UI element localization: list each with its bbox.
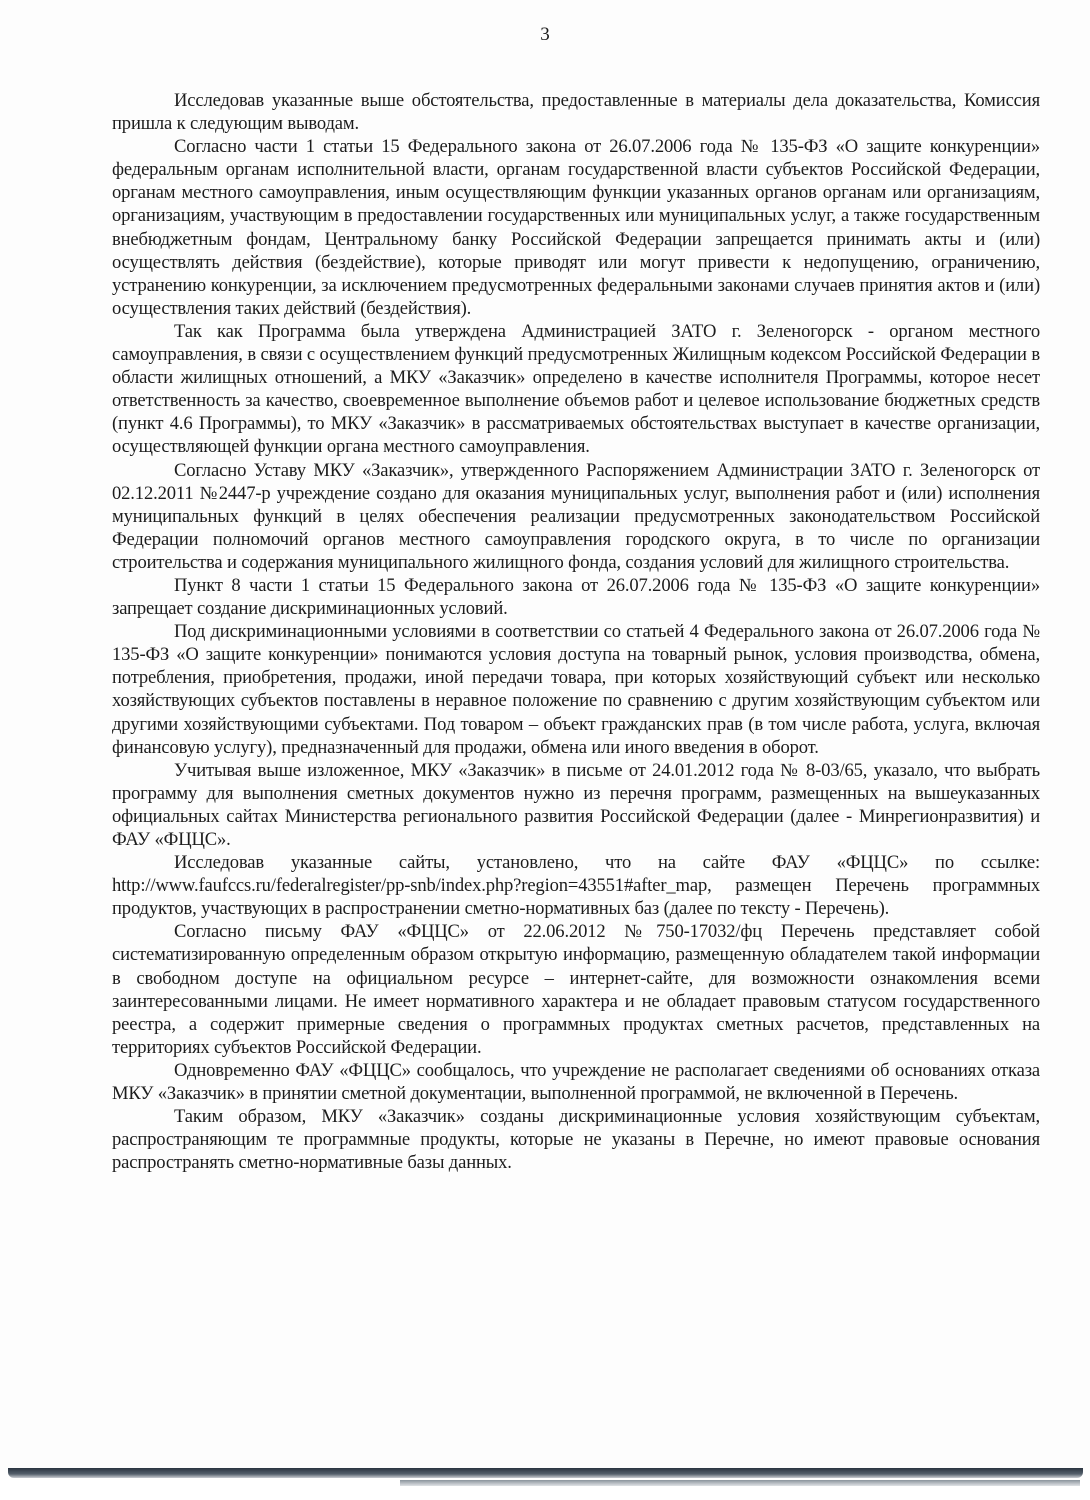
- paragraph: Исследовав указанные выше обстоятельства, предоставленные в материалы дела доказательства, Комиссия пришла к следующим выводам.: [112, 90, 1040, 135]
- paragraph: Пункт 8 части 1 статьи 15 Федерального закона от 26.07.2006 года № 135-ФЗ «О защите конкуренции» запрещает создание дискриминационных условий.: [112, 574, 1040, 620]
- paragraph: Так как Программа была утверждена Администрацией ЗАТО г. Зеленогорск - органом местного самоуправления, в связи с осуществлением функций предусмотренных Жилищным кодексом Российской Федерации в области жилищных отношений, а МКУ «Заказчик» определено в качестве исполнителя Программы, которое несет ответственность за качество, своевременное выполнение объемов работ и целевое использование бюджетных средств (пункт 4.6 Программы), то МКУ «Заказчик» в рассматриваемых обстоятельствах выступает в качестве организации, осуществляющей функции органа местного самоуправления.: [112, 320, 1040, 458]
- paragraph: Согласно Уставу МКУ «Заказчик», утвержденного Распоряжением Администрации ЗАТО г. Зеленогорск от 02.12.2011 №2447-р учреждение создано для оказания муниципальных услуг, выполнения работ и (или) исполнения муниципальных функций в целях обеспечения реализации предусмотренных законодательством Российской Федерации полномочий органов местного самоуправления городского округа, в то числе по организации строительства и содержания муниципального жилищного фонда, создания условий для жилищного строительства.: [112, 459, 1040, 573]
- paragraph: Согласно письму ФАУ «ФЦЦС» от 22.06.2012 №750-17032/фц Перечень представляет собой систематизированную определенным образом открытую информацию, размещенную обладателем такой информации в свободном доступе на официальном ресурсе – интернет-сайте, для возможности ознакомления всеми заинтересованными лицами. Не имеет нормативного характера и не обладает правовым статусом государственного реестра, а содержит примерные сведения о программных продуктах сметных расчетов, представленных на территориях субъектов Российской Федерации.: [112, 921, 1040, 1058]
- paragraph: Учитывая выше изложенное, МКУ «Заказчик» в письме от 24.01.2012 года № 8-03/65, указало, что выбрать программу для выполнения сметных документов нужно из перечня программ, размещенных на вышеуказанных официальных сайтах Министерства регионального развития Российской Федерации (далее - Минрегионразвития) и ФАУ «ФЦЦС».: [112, 759, 1040, 850]
- page-edge-shadow-lower: [400, 1480, 1080, 1486]
- paragraph: Одновременно ФАУ «ФЦЦС» сообщалось, что учреждение не располагает сведениями об основаниях отказа МКУ «Заказчик» в принятии сметной документации, выполненной программой, не включенной в Перечень.: [112, 1059, 1040, 1105]
- paragraph: Исследовав указанные сайты, установлено, что на сайте ФАУ «ФЦЦС» по ссылке: http://www.faufccs.ru/federalregister/pp-snb/index.php?region=43551#after_map, размещен Перечень программных продуктов, участвующих в распространении сметно-нормативных баз (далее по тексту - Перечень).: [112, 852, 1040, 920]
- paragraph: Под дискриминационными условиями в соответствии со статьей 4 Федерального закона от 26.07.2006 года № 135-ФЗ «О защите конкуренции» понимаются условия доступа на товарный рынок, условия производства, обмена, потребления, приобретения, продажи, иной передачи товара, при которых хозяйствующий субъект или несколько хозяйствующих субъектов поставлены в неравное положение по сравнению с другим хозяйствующим субъектом или другими хозяйствующими субъектами. Под товаром – объект гражданских прав (в том числе работа, услуга, включая финансовую услугу), предназначенный для продажи, обмена или иного введения в оборот.: [112, 621, 1040, 758]
- page-number: 3: [540, 24, 550, 45]
- paragraph: Согласно части 1 статьи 15 Федерального закона от 26.07.2006 года № 135-ФЗ «О защите конкуренции» федеральным органам исполнительной власти, органам государственной власти субъектов Российской Федерации, органам местного самоуправления, иным осуществляющим функции указанных органов органам или организациям, организациям, участвующим в предоставлении государственных или муниципальных услуг, а также государственным внебюджетным фондам, Центральному банку Российской Федерации запрещается принимать акты и (или) осуществлять действия (бездействие), которые приводят или могут привести к недопущению, ограничению, устранению конкуренции, за исключением предусмотренных федеральными законами случаев принятия актов и (или) осуществления таких действий (бездействия).: [112, 136, 1040, 319]
- document-body: [112, 89, 1040, 1174]
- paragraph: Таким образом, МКУ «Заказчик» созданы дискриминационные условия хозяйствующим субъектам, распространяющим те программные продукты, которые не указаны в Перечне, но имеют правовые основания распространять сметно-нормативные базы данных.: [112, 1106, 1040, 1174]
- page-edge-shadow: [8, 1468, 1083, 1478]
